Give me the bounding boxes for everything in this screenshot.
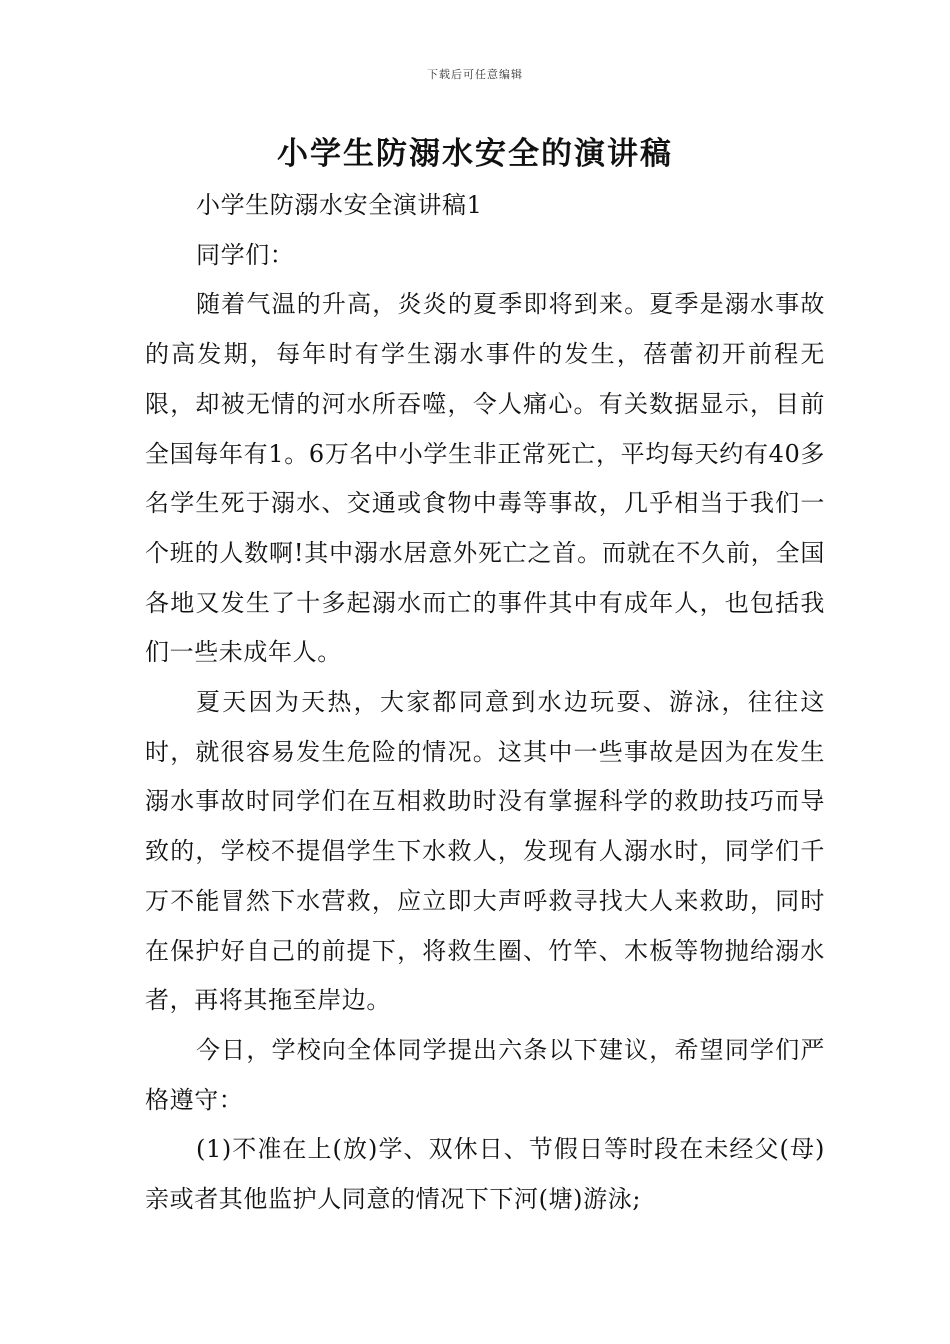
document-title: 小学生防溺水安全的演讲稿 [277,136,673,172]
document-body [145,181,825,1225]
subtitle-paragraph: 小学生防溺水安全演讲稿1 [196,191,483,219]
rule-item: (1)不准在上(放)学、双休日、节假日等时段在未经父(母)亲或者其他监护人同意的情况下下河(塘)游泳; [145,1135,825,1214]
body-paragraph: 夏天因为天热，大家都同意到水边玩耍、游泳，往往这时，就很容易发生危险的情况。这其中一些事故是因为在发生溺水事故时同学们在互相救助时没有掌握科学的救助技巧而导致的，学校不提倡学生下水救人，发现有人溺水时，同学们千万不能冒然下水营救，应立即大声呼救寻找大人来救助，同时在保护好自己的前提下，将救生圈、竹竿、木板等物抛给溺水者，再将其拖至岸边。 [145,688,825,1015]
greeting-paragraph: 同学们： [196,240,295,269]
header-note: 下载后可任意编辑 [427,68,523,81]
body-paragraph: 今日，学校向全体同学提出六条以下建议，希望同学们严格遵守： [145,1035,825,1114]
body-paragraph: 随着气温的升高，炎炎的夏季即将到来。夏季是溺水事故的高发期，每年时有学生溺水事件的发生，蓓蕾初开前程无限，却被无情的河水所吞噬，令人痛心。有关数据显示，目前全国每年有1。6万名中小学生非正常死亡，平均每天约有40多名学生死于溺水、交通或食物中毒等事故，几乎相当于我们一个班的人数啊!其中溺水居意外死亡之首。而就在不久前，全国各地又发生了十多起溺水而亡的事件其中有成年人，也包括我们一些未成年人。 [145,290,825,667]
